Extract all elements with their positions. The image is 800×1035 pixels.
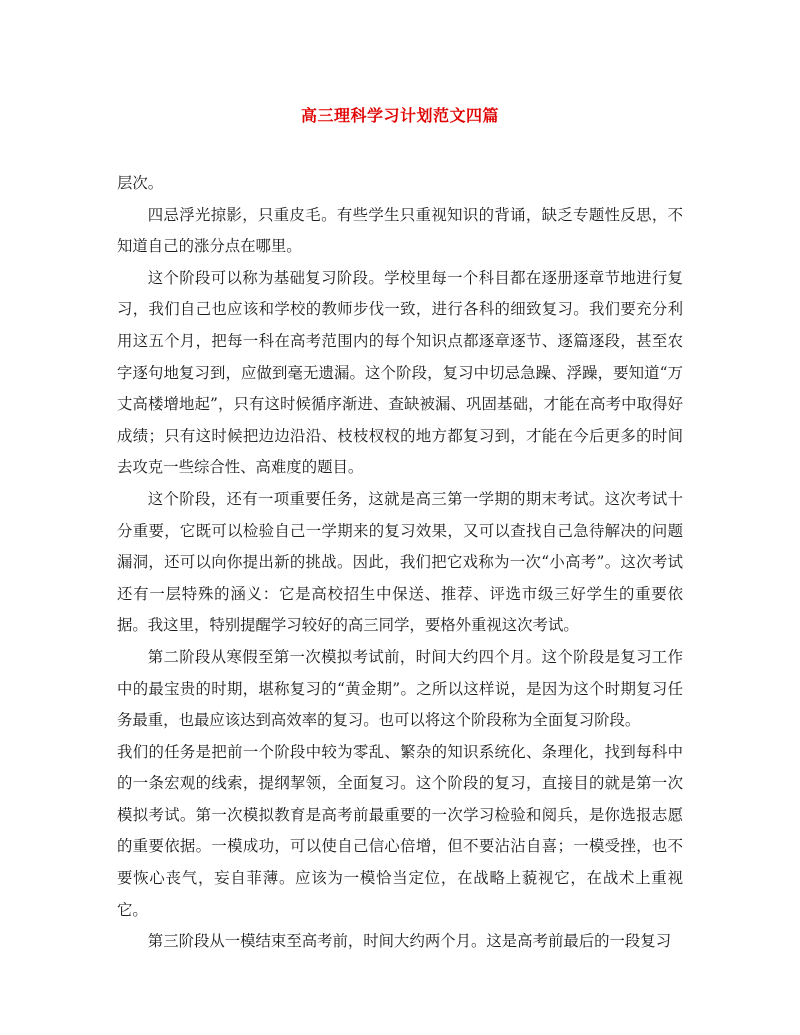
paragraph-4: 这个阶段，还有一项重要任务，这就是高三第一学期的期末考试。这次考试十分重要，它既可以检验自己一学期来的复习效果，又可以查找自己急待解决的问题漏洞，还可以向你提出新的挑战。因此，我们把它戏称为一次“小高考”。这次考试还有一层特殊的涵义：它是高校招生中保送、推荐、评选市级三好学生的重要依据。我这里，特别提醒学习较好的高三同学，要格外重视这次考试。: [117, 489, 683, 635]
paragraph-7: 第三阶段从一模结束至高考前，时间大约两个月。这是高考前最后的一段复习: [147, 932, 672, 951]
paragraph-3: 这个阶段可以称为基础复习阶段。学校里每一个科目都在逐册逐章节地进行复习，我们自己也应该和学校的教师步伐一致，进行各科的细致复习。我们要充分利用这五个月，把每一科在高考范围内的每个知识点都逐章逐节、逐篇逐段，甚至农字逐句地复习到，应做到毫无遗漏。这个阶段，复习中切忌急躁、浮躁，要知道“万丈高楼增地起”，只有这时候循序渐进、查缺被漏、巩固基础，才能在高考中取得好成绩；只有这时候把边边沿沿、枝枝杈杈的地方都复习到，才能在今后更多的时间去攻克一些综合性、高难度的题目。: [117, 268, 683, 477]
document-body: [117, 168, 683, 958]
paragraph-1: 层次。: [117, 174, 164, 192]
paragraph-5: 第二阶段从寒假至第一次模拟考试前，时间大约四个月。这个阶段是复习工作中的最宝贵的时期，堪称复习的“黄金期”。之所以这样说，是因为这个时期复习任务最重，也最应该达到高效率的复习。也可以将这个阶段称为全面复习阶段。: [117, 647, 683, 730]
paragraph-6: 我们的任务是把前一个阶段中较为零乱、繁杂的知识系统化、条理化，找到每科中的一条宏观的线索，提纲挈领，全面复习。这个阶段的复习，直接目的就是第一次模拟考试。第一次模拟教育是高考前最重要的一次学习检验和阅兵，是你选报志愿的重要依据。一模成功，可以使自己信心倍增，但不要沾沾自喜；一模受挫，也不要恢心丧气，妄自菲薄。应该为一模恰当定位，在战略上藐视它，在战术上重视它。: [117, 742, 683, 919]
document-title: 高三理科学习计划范文四篇: [300, 106, 499, 125]
paragraph-2: 四忌浮光掠影，只重皮毛。有些学生只重视知识的背诵，缺乏专题性反思，不知道自己的涨分点在哪里。: [117, 205, 683, 256]
